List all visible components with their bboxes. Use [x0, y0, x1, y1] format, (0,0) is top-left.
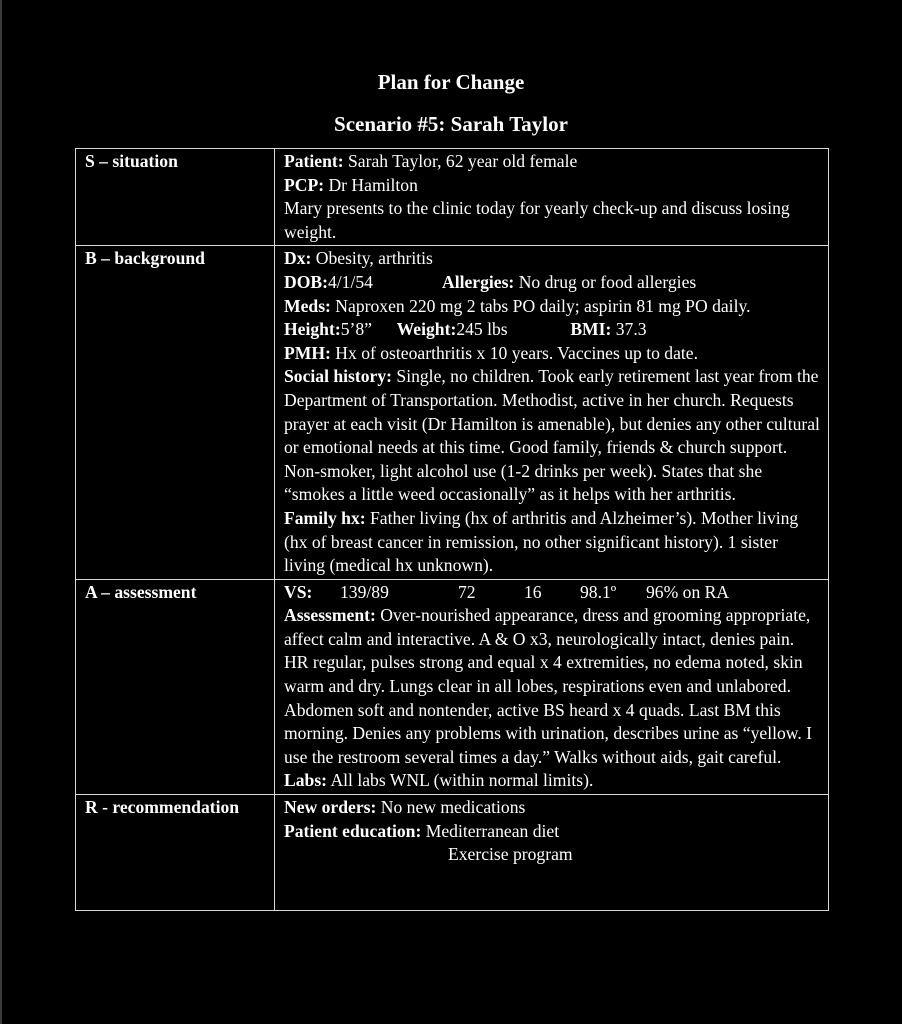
allergies-value: No drug or food allergies — [514, 271, 697, 292]
pcp-label: PCP: — [284, 174, 325, 195]
assessment-row — [76, 579, 829, 794]
patient-education-label: Patient education: — [284, 820, 422, 841]
vs-oxygen-saturation: 96% on RA — [646, 581, 730, 602]
height-label: Height: — [284, 319, 341, 340]
labs-value: All labs WNL (within normal limits). — [327, 770, 594, 791]
vs-blood-pressure: 139/89 — [340, 581, 389, 602]
pcp-value: Dr Hamilton — [324, 174, 418, 195]
vs-temperature: 98.1º — [580, 581, 617, 602]
bmi-label: BMI: — [570, 319, 612, 340]
new-orders-value: No new medications — [376, 797, 526, 818]
meds-label: Meds: — [284, 295, 331, 316]
vital-signs-row — [284, 581, 820, 605]
new-orders-label: New orders: — [284, 797, 377, 818]
left-border — [0, 0, 2, 1024]
assessment-text-value: Over-nourished appearance, dress and grooming appropriate, affect calm and interactive. A & O x3, neurologically intact, denies pain. HR regular, pulses strong and equal x 4 extremities, no edema noted, skin warm and dry. Lungs clear in all lobes, respirations even and unlabored. Abdomen soft and nontender, active BS heard x 4 quads. Last BM this morning. Denies any problems with urination, describes urine as “yellow. I use the restroom several times a day.” Walks without aids, gait careful. — [284, 605, 813, 767]
vs-resp-rate: 16 — [524, 581, 542, 602]
weight-label: Weight: — [396, 319, 457, 340]
vs-heart-rate: 72 — [458, 581, 476, 602]
recommendation-content — [275, 795, 829, 911]
vs-label: VS: — [284, 581, 313, 602]
assessment-label: A – assessment — [76, 579, 275, 794]
patient-education-item-2: Exercise program — [448, 844, 573, 865]
background-label: B – background — [76, 246, 275, 579]
meds-value: Naproxen 220 mg 2 tabs PO daily; aspirin 81 mg PO daily. — [330, 295, 751, 316]
recommendation-row — [76, 795, 829, 911]
patient-label: Patient: — [284, 151, 344, 171]
social-history-label: Social history: — [284, 366, 393, 387]
situation-content — [275, 149, 829, 246]
height-value: 5’8” — [340, 319, 372, 340]
family-hx-value: Father living (hx of arthritis and Alzheimer’s). Mother living (hx of breast cancer in remission, no other significant history). 1 sister living (medical hx unknown). — [284, 507, 799, 576]
weight-value: 245 lbs — [456, 319, 508, 340]
patient-value: Sarah Taylor, 62 year old female — [343, 151, 578, 171]
situation-label: S – situation — [76, 149, 275, 246]
patient-education-item-1: Mediterranean diet — [421, 820, 560, 841]
social-history-value: Single, no children. Took early retirement last year from the Department of Transportation. Methodist, active in her church. Requests prayer at each visit (Dr Hamilton is amenable), but denies any other cultural or emotional needs at this time. Good family, friends & church support. Non-smoker, light alcohol use (1-2 drinks per week). States that she “smokes a little weed occasionally” as it helps with her arthritis. — [284, 366, 820, 505]
family-hx-label: Family hx: — [284, 507, 366, 528]
situation-row — [76, 149, 829, 246]
background-row — [76, 246, 829, 579]
page-title: Plan for Change — [377, 70, 525, 94]
dob-label: DOB: — [284, 271, 328, 292]
dx-label: Dx: — [284, 248, 312, 269]
allergies-label: Allergies: — [441, 271, 515, 292]
background-content — [275, 246, 829, 579]
pmh-value: Hx of osteoarthritis x 10 years. Vaccines up to date. — [330, 342, 699, 363]
assessment-text-label: Assessment: — [284, 605, 376, 626]
bmi-value: 37.3 — [611, 319, 647, 340]
sbar-table — [75, 148, 829, 911]
recommendation-label: R - recommendation — [76, 795, 275, 911]
presentation-text: Mary presents to the clinic today for yearly check-up and discuss losing weight. — [284, 198, 790, 242]
pmh-label: PMH: — [284, 342, 331, 363]
scenario-subtitle: Scenario #5: Sarah Taylor — [334, 112, 568, 136]
assessment-content — [275, 579, 829, 794]
dx-value: Obesity, arthritis — [311, 248, 433, 269]
dob-value: 4/1/54 — [327, 271, 373, 292]
labs-label: Labs: — [284, 770, 328, 791]
